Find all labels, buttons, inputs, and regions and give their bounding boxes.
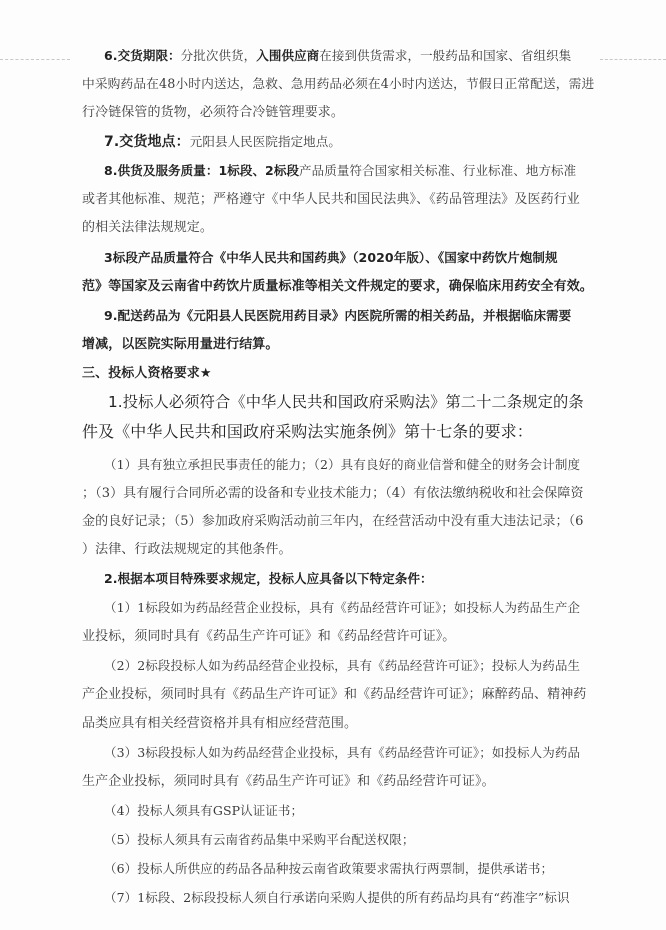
text-line: 范》等国家及云南省中药饮片质量标准等相关文件规定的要求，确保临床用药安全有效。 [82,279,593,294]
text-line: （4）投标人须具有GSP认证证书； [104,803,304,818]
text-line: 行冷链保管的货物，必须符合冷链管理要求。 [82,105,345,120]
text-line: 9.配送药品为《元阳县人民医院用药目录》内医院所需的相关药品，并根据临床需要 [104,308,572,323]
label-delivery-period: 6.交货期限： [104,48,181,63]
paragraph-delivery-period [104,48,614,64]
label-service-quality: 8.供货及服务质量：1标段、2标段 [104,163,300,178]
text-line: 的相关法律法规规定。 [82,220,214,235]
text: 元阳县人民医院指定地点。 [189,134,341,149]
text-line: 中采购药品在48小时内送达，急救、急用药品必须在4小时内送达，节假日正常配送，需进 [82,77,595,92]
text-line: 产企业投标，须同时具有《药品生产许可证》和《药品经营许可证》；麻醉药品、精神药 [82,687,587,702]
text-line: （2）2标段投标人如为药品经营企业投标，具有《药品经营许可证》；投标人为药品生 [104,658,581,673]
paragraph-delivery-location [104,134,614,150]
text: 产品质量符合国家相关标准、行业标准、地方标准 [299,163,577,178]
text-line: 件及《中华人民共和国政府采购法实施条例》第十七条的要求： [82,422,533,441]
text-line: 增减，以医院实际用量进行结算。 [82,337,279,352]
text-line: （1）1标段如为药品经营企业投标，具有《药品经营许可证》；如投标人为药品生产企 [104,600,581,615]
text-line: 业投标，须同时具有《药品生产许可证》和《药品经营许可证》。 [82,629,456,644]
text-line: ）法律、行政法规规定的其他条件。 [82,542,292,557]
text-line: 品类应具有相关经营资格并具有相应经营范围。 [82,716,358,731]
paragraph-service-quality [104,163,614,179]
text-line: （7）1标段、2标段投标人须自行承诺向采购人提供的所有药品均具有“药准字”标识 [104,890,570,905]
text: 入围供应商 [256,48,320,63]
text: 在接到供货需求，一般药品和国家、省组织集 [319,48,572,63]
text-line: ；（3）具有履行合同所必需的设备和专业技术能力；（4）有依法缴纳税收和社会保障资 [82,486,584,501]
text-line: （1）具有独立承担民事责任的能力；（2）具有良好的商业信誉和健全的财务会计制度 [104,457,581,472]
text-line: 3标段产品质量符合《中华人民共和国药典》（2020年版）、《国家中药饮片炮制规 [104,250,558,265]
scan-artifact-line [0,59,70,60]
text-line: （6）投标人所供应的药品各品种按云南省政策要求需执行两票制，提供承诺书； [104,861,554,876]
subheading: 2.根据本项目特殊要求规定，投标人应具备以下特定条件： [104,571,433,586]
text-line: 1.投标人必须符合《中华人民共和国政府采购法》第二十二条规定的条 [108,393,584,411]
text-line: 或者其他标准、规范；严格遵守《中华人民共和国民法典》、《药品管理法》及医药行业 [82,192,580,207]
label-delivery-location: 7.交货地点： [104,134,190,150]
section-heading: 三、投标人资格要求★ [82,366,212,381]
text-line: （5）投标人须具有云南省药品集中采购平台配送权限； [104,832,415,847]
text-line: （3）3标段投标人如为药品经营企业投标，具有《药品经营许可证》；如投标人为药品 [104,745,581,760]
text-line: 金的良好记录；（5）参加政府采购活动前三年内，在经营活动中没有重大违法记录；（6 [82,514,584,529]
text: 分批次供货， [180,48,257,63]
text-line: 生产企业投标，须同时具有《药品生产许可证》和《药品经营许可证》。 [82,774,495,789]
